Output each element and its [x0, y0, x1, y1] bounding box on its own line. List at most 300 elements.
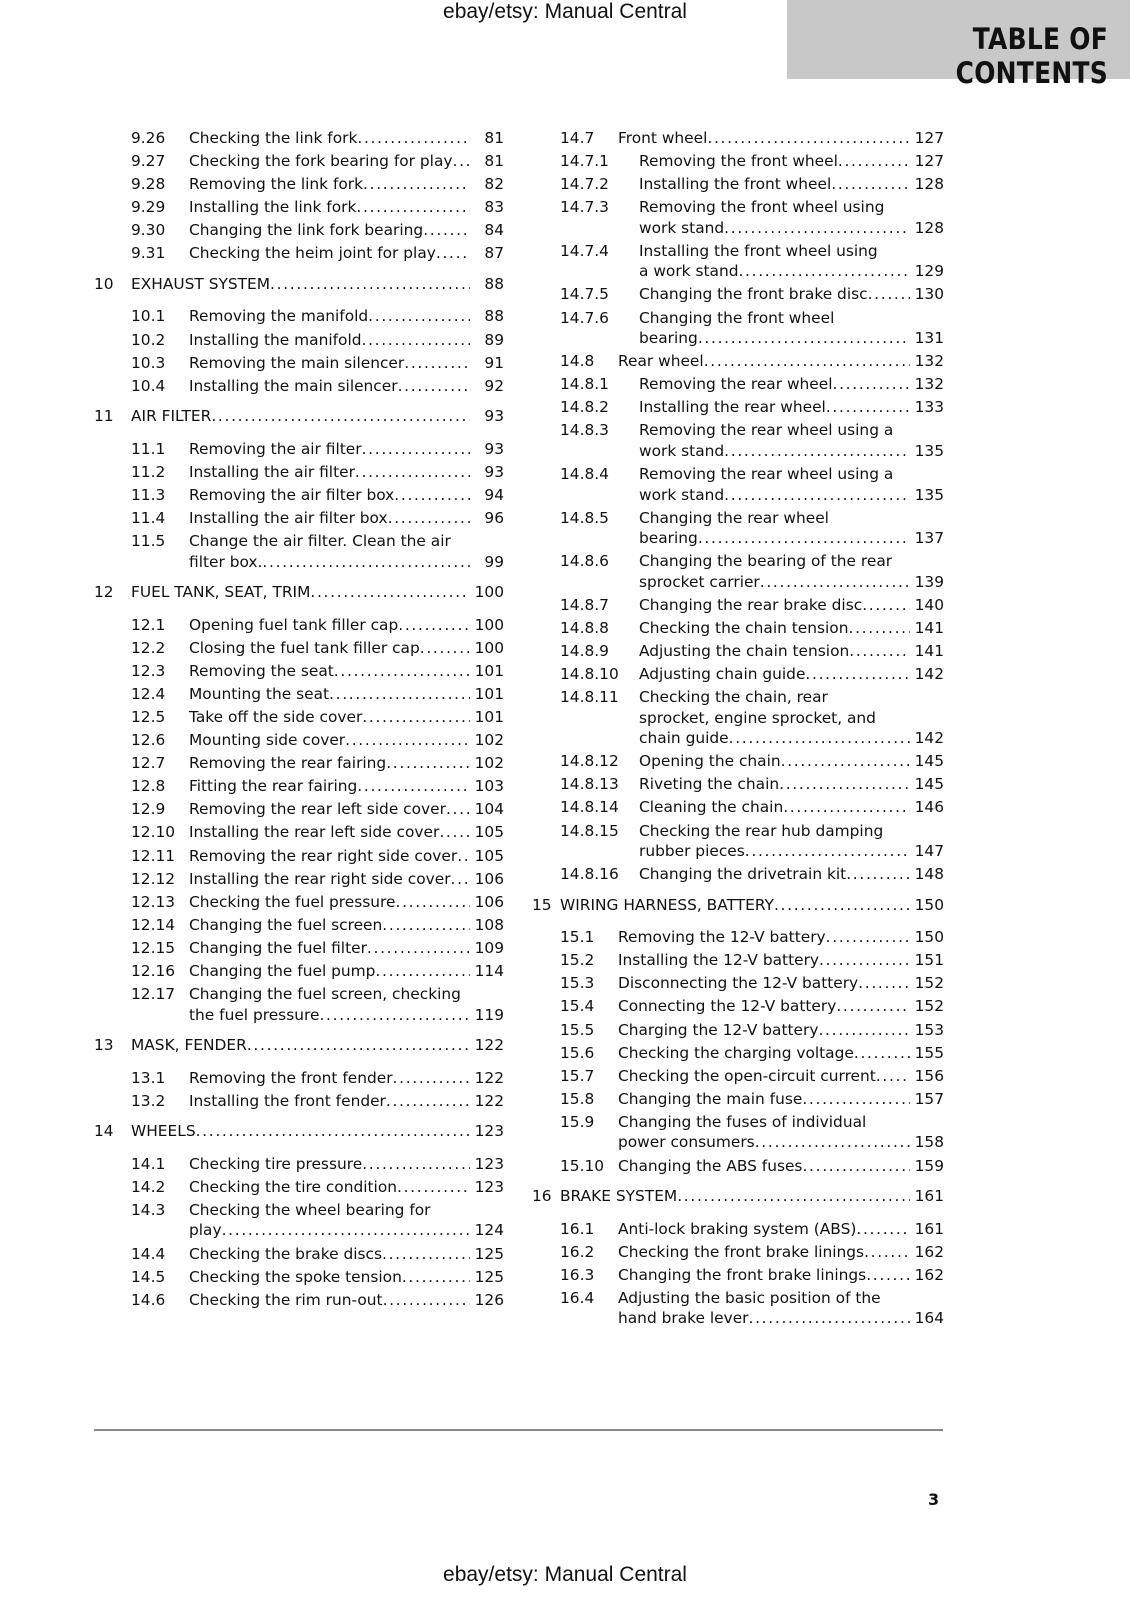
toc-entry-title: Changing the front wheel [639, 308, 835, 327]
toc-entry-page: 125 [474, 1267, 504, 1286]
toc-entry-page: 142 [914, 665, 944, 684]
dot-leader [826, 927, 910, 948]
toc-entry-page: 109 [474, 938, 504, 957]
toc-entry-title: WHEELS [131, 1122, 196, 1141]
toc-entry[interactable] [94, 174, 504, 195]
dot-leader [395, 892, 470, 913]
toc-entry[interactable] [532, 973, 944, 994]
toc-entry-page: 92 [484, 376, 504, 395]
toc-entry-title: Removing the manifold [189, 307, 369, 326]
toc-entry-number: 14.8.9 [560, 642, 609, 660]
toc-entry-page: 145 [914, 775, 944, 794]
toc-entry-title: Installing the air filter [189, 462, 355, 481]
toc-entry-number: 12.8 [131, 777, 166, 796]
toc-entry-title: Checking the rear hub damping [639, 821, 884, 840]
toc-entry[interactable] [532, 774, 944, 795]
toc-entry-title: Installing the link fork [189, 198, 357, 217]
toc-entry-page: 122 [474, 1036, 504, 1055]
toc-entry[interactable] [532, 464, 944, 505]
toc-entry-title: Removing the rear left side cover [189, 800, 446, 819]
dot-leader [836, 996, 910, 1017]
toc-entry[interactable] [94, 961, 504, 982]
toc-entry-title: a work stand [639, 262, 739, 281]
toc-entry-title: Checking the front brake linings [618, 1242, 865, 1261]
toc-entry-number: 12.2 [131, 638, 166, 657]
toc-entry-number: 15.6 [560, 1043, 595, 1062]
toc-entry-number: 12.3 [131, 661, 166, 680]
toc-entry-title: Opening fuel tank filler cap [189, 615, 399, 634]
toc-entry-title: Removing the 12-V battery [618, 928, 826, 947]
toc-entry-title: Rear wheel [618, 352, 704, 371]
toc-entry-page: 81 [484, 152, 504, 171]
dot-leader [439, 822, 470, 843]
dot-leader [848, 618, 910, 639]
toc-entry-page: 161 [914, 1187, 944, 1205]
toc-entry[interactable] [94, 376, 504, 397]
page-title: TABLE OF CONTENTS [955, 22, 1108, 90]
toc-entry[interactable] [94, 1154, 504, 1175]
toc-entry-page: 159 [914, 1156, 944, 1175]
toc-entry-number: 15.10 [560, 1156, 605, 1175]
dot-leader [262, 552, 470, 573]
toc-entry-title: Connecting the 12-V battery [618, 997, 837, 1016]
toc-entry[interactable] [94, 1200, 504, 1241]
toc-entry[interactable] [94, 353, 504, 374]
toc-entry-number: 14.8.15 [560, 821, 619, 840]
toc-entry-title: hand brake lever [618, 1309, 749, 1328]
toc-entry-number: 12.10 [131, 823, 176, 842]
toc-entry[interactable] [94, 485, 504, 506]
toc-entry-title: work stand [639, 441, 725, 460]
toc-entry[interactable] [532, 128, 944, 149]
toc-left-column [94, 128, 504, 1313]
toc-entry-title: Fitting the rear fairing [189, 777, 358, 796]
dot-leader [355, 462, 470, 483]
toc-entry[interactable] [94, 730, 504, 751]
dot-leader [357, 128, 470, 149]
toc-entry-title: Anti-lock braking system (ABS) [618, 1219, 857, 1238]
toc-entry-page: 164 [914, 1309, 944, 1328]
toc-entry[interactable] [94, 776, 504, 797]
toc-entry[interactable] [532, 595, 944, 616]
dot-leader [849, 641, 910, 662]
toc-entry-number: 14.8.12 [560, 752, 619, 771]
dot-leader [368, 306, 470, 327]
toc-entry[interactable] [94, 915, 504, 936]
toc-entry-title: Checking the rim run-out [189, 1290, 383, 1309]
toc-entry-title: Checking the chain tension [639, 618, 849, 637]
toc-entry[interactable] [532, 950, 944, 971]
toc-entry[interactable] [94, 243, 504, 264]
toc-entry-number: 14.8.8 [560, 618, 609, 637]
toc-entry[interactable] [94, 406, 504, 427]
toc-entry-number: 14.4 [131, 1244, 166, 1263]
toc-entry-number: 9.28 [131, 175, 166, 194]
toc-entry[interactable] [532, 996, 944, 1017]
dot-leader [386, 753, 470, 774]
toc-entry-title: chain guide [639, 729, 729, 748]
dot-leader [802, 1156, 910, 1177]
toc-entry[interactable] [532, 551, 944, 592]
dot-leader [704, 351, 910, 372]
toc-entry[interactable] [532, 1242, 944, 1263]
toc-entry-number: 14.8.3 [560, 421, 609, 440]
toc-entry-page: 119 [474, 1005, 504, 1024]
toc-entry[interactable] [94, 582, 504, 603]
toc-entry[interactable] [532, 1020, 944, 1041]
dot-leader [452, 151, 470, 172]
toc-entry-page: 102 [474, 731, 504, 750]
dot-leader [388, 508, 470, 529]
toc-entry-page: 84 [484, 221, 504, 240]
toc-entry-page: 87 [484, 244, 504, 263]
toc-entry-number: 12.1 [131, 615, 166, 634]
toc-entry[interactable] [532, 664, 944, 685]
toc-entry-number: 13 [94, 1036, 114, 1055]
dot-leader [866, 1265, 910, 1286]
toc-entry[interactable] [94, 1267, 504, 1288]
toc-entry[interactable] [532, 864, 944, 885]
toc-entry-title: work stand [639, 485, 725, 504]
toc-entry[interactable] [532, 1288, 944, 1329]
toc-entry-title: FUEL TANK, SEAT, TRIM [131, 583, 311, 602]
toc-entry-title: Installing the 12-V battery [618, 951, 820, 970]
toc-entry-title: Change the air filter. Clean the air [189, 532, 451, 551]
toc-entry-title: Checking the charging voltage [618, 1043, 854, 1062]
toc-entry-page: 100 [474, 638, 504, 657]
toc-entry-title: Checking the brake discs [189, 1244, 382, 1263]
toc-entry-title: Changing the bearing of the rear [639, 552, 893, 571]
toc-entry-title: Changing the fuel screen [189, 915, 383, 934]
dot-leader [698, 328, 910, 349]
toc-entry-title: work stand [639, 218, 725, 237]
toc-entry[interactable] [94, 1177, 504, 1198]
toc-entry[interactable] [94, 822, 504, 843]
toc-entry-page: 162 [914, 1265, 944, 1284]
toc-entry[interactable] [532, 1186, 944, 1207]
toc-entry-number: 11.3 [131, 485, 166, 504]
toc-entry-page: 114 [474, 962, 504, 981]
toc-entry[interactable] [94, 462, 504, 483]
dot-leader [334, 661, 470, 682]
dot-leader [783, 797, 910, 818]
footer-divider [94, 1429, 943, 1431]
toc-entry[interactable] [532, 308, 944, 349]
toc-entry[interactable] [94, 1244, 504, 1265]
toc-entry-number: 14.8.4 [560, 465, 609, 484]
toc-entry-number: 13.1 [131, 1068, 166, 1087]
toc-entry-title: Removing the air filter [189, 439, 362, 458]
toc-entry-title: Front wheel [618, 129, 708, 147]
toc-entry[interactable] [94, 531, 504, 572]
toc-entry[interactable] [532, 751, 944, 772]
toc-entry-page: 131 [914, 329, 944, 348]
dot-leader [319, 1005, 470, 1026]
toc-entry[interactable] [94, 615, 504, 636]
watermark-top: ebay/etsy: Manual Central [443, 0, 687, 23]
toc-entry-number: 12.4 [131, 684, 166, 703]
toc-right-column [532, 128, 944, 1331]
toc-entry-page: 100 [474, 583, 504, 602]
dot-leader [398, 615, 470, 636]
toc-entry-number: 9.30 [131, 221, 166, 240]
toc-entry[interactable] [94, 1035, 504, 1056]
toc-entry-page: 99 [484, 552, 504, 571]
toc-entry-number: 12.12 [131, 869, 176, 888]
toc-entry-title: AIR FILTER [131, 407, 212, 426]
toc-entry[interactable] [532, 1265, 944, 1286]
toc-entry[interactable] [94, 151, 504, 172]
toc-entry-page: 145 [914, 752, 944, 771]
dot-leader [363, 174, 470, 195]
toc-entry[interactable] [532, 197, 944, 238]
toc-entry[interactable] [532, 1112, 944, 1153]
toc-entry-title: WIRING HARNESS, BATTERY [560, 895, 774, 914]
dot-leader [196, 1121, 470, 1142]
toc-entry[interactable] [532, 797, 944, 818]
toc-entry-page: 135 [914, 485, 944, 504]
toc-entry-number: 14.8.1 [560, 375, 609, 394]
toc-entry-title: Changing the rear wheel [639, 508, 829, 527]
toc-entry-page: 123 [474, 1122, 504, 1141]
dot-leader [802, 1089, 910, 1110]
toc-entry-title: Installing the front wheel [639, 175, 832, 194]
dot-leader [357, 776, 470, 797]
toc-entry[interactable] [532, 374, 944, 395]
toc-entry-page: 137 [914, 529, 944, 548]
toc-entry-page: 88 [484, 307, 504, 326]
toc-entry-title: Cleaning the chain [639, 798, 784, 817]
toc-entry[interactable] [94, 1068, 504, 1089]
toc-entry-number: 15.7 [560, 1066, 595, 1085]
toc-entry-number: 10.4 [131, 376, 166, 395]
dot-leader [270, 274, 470, 295]
toc-entry-page: 81 [484, 129, 504, 147]
dot-leader [356, 197, 470, 218]
toc-entry[interactable] [94, 220, 504, 241]
toc-entry[interactable] [94, 938, 504, 959]
dot-leader [446, 799, 470, 820]
toc-entry[interactable] [532, 821, 944, 862]
toc-entry-number: 16 [532, 1187, 552, 1205]
toc-entry-title: Removing the front fender [189, 1068, 393, 1087]
dot-leader [724, 218, 910, 239]
toc-entry[interactable] [532, 284, 944, 305]
toc-entry-page: 94 [484, 485, 504, 504]
toc-entry[interactable] [532, 1066, 944, 1087]
toc-entry-title: Adjusting the basic position of the [618, 1288, 881, 1307]
toc-entry-number: 14.8.7 [560, 595, 609, 614]
toc-entry[interactable] [532, 1156, 944, 1177]
toc-entry-page: 141 [914, 642, 944, 660]
dot-leader [724, 441, 910, 462]
toc-entry-title: Changing the fuses of individual [618, 1112, 867, 1131]
toc-entry-title: Adjusting the chain tension [639, 642, 850, 660]
toc-entry-page: 162 [914, 1242, 944, 1261]
toc-entry[interactable] [94, 508, 504, 529]
toc-entry-title: filter box. [189, 552, 263, 571]
toc-entry-number: 12.5 [131, 708, 166, 726]
toc-entry[interactable] [532, 351, 944, 372]
toc-entry-title: Checking tire pressure [189, 1154, 363, 1173]
toc-entry[interactable] [94, 846, 504, 867]
toc-entry[interactable] [94, 1091, 504, 1112]
toc-entry[interactable] [532, 397, 944, 418]
dot-leader [779, 774, 910, 795]
toc-entry-page: 157 [914, 1089, 944, 1108]
toc-entry[interactable] [94, 128, 504, 149]
dot-leader [854, 1043, 910, 1064]
toc-entry[interactable] [532, 241, 944, 282]
toc-entry-page: 102 [474, 754, 504, 773]
toc-entry-page: 106 [474, 869, 504, 888]
toc-entry-title: Installing the main silencer [189, 376, 398, 395]
toc-entry-page: 130 [914, 285, 944, 304]
toc-entry-title: EXHAUST SYSTEM [131, 274, 271, 293]
dot-leader [707, 128, 910, 149]
toc-entry-page: 156 [914, 1066, 944, 1085]
toc-entry-number: 10.2 [131, 330, 166, 349]
toc-entry-page: 150 [914, 928, 944, 947]
toc-entry[interactable] [532, 1043, 944, 1064]
toc-entry-page: 82 [484, 175, 504, 194]
toc-entry[interactable] [94, 274, 504, 295]
toc-entry-number: 14.5 [131, 1267, 166, 1286]
toc-entry-number: 12.11 [131, 846, 176, 865]
toc-entry[interactable] [532, 1219, 944, 1240]
toc-entry-page: 105 [474, 823, 504, 842]
toc-entry[interactable] [532, 895, 944, 916]
toc-entry-page: 135 [914, 441, 944, 460]
toc-entry-page: 127 [914, 129, 944, 147]
toc-entry-number: 11.4 [131, 509, 166, 528]
toc-entry[interactable] [532, 618, 944, 639]
toc-entry-page: 101 [474, 708, 504, 726]
dot-leader [819, 950, 910, 971]
toc-entry-page: 122 [474, 1091, 504, 1110]
toc-entry-page: 108 [474, 915, 504, 934]
toc-entry-title: Checking the spoke tension [189, 1267, 402, 1286]
toc-entry[interactable] [532, 508, 944, 549]
dot-leader [868, 284, 910, 305]
dot-leader [781, 751, 910, 772]
toc-entry[interactable] [94, 869, 504, 890]
toc-entry-number: 12.16 [131, 962, 176, 981]
toc-entry-page: 106 [474, 892, 504, 911]
toc-entry-title: Changing the link fork bearing [189, 221, 424, 240]
toc-entry-number: 14.8.10 [560, 665, 619, 684]
toc-entry-number: 14.8.6 [560, 552, 609, 571]
toc-entry-page: 158 [914, 1133, 944, 1152]
toc-entry[interactable] [94, 984, 504, 1025]
toc-entry-page: 147 [914, 842, 944, 861]
toc-entry-number: 14.8.11 [560, 688, 619, 707]
toc-entry-page: 132 [914, 352, 944, 371]
watermark-bottom: ebay/etsy: Manual Central [443, 1563, 687, 1586]
toc-entry-page: 146 [914, 798, 944, 817]
toc-entry-page: 105 [474, 846, 504, 865]
toc-entry-number: 14.3 [131, 1200, 166, 1219]
toc-entry[interactable] [94, 753, 504, 774]
toc-entry-number: 14.8.5 [560, 508, 609, 527]
dot-leader [846, 864, 910, 885]
toc-entry-title: sprocket, engine sprocket, and [639, 708, 876, 727]
toc-entry-number: 9.31 [131, 244, 166, 263]
toc-entry[interactable] [94, 306, 504, 327]
toc-entry-page: 127 [914, 152, 944, 171]
toc-entry-page: 155 [914, 1043, 944, 1062]
dot-leader [362, 1154, 470, 1175]
toc-entry-number: 14.7.4 [560, 241, 609, 260]
toc-entry[interactable] [94, 638, 504, 659]
toc-entry[interactable] [94, 330, 504, 351]
dot-leader [382, 1244, 470, 1265]
toc-entry[interactable] [94, 1290, 504, 1311]
toc-entry[interactable] [532, 174, 944, 195]
dot-leader [375, 961, 470, 982]
dot-leader [367, 938, 470, 959]
dot-leader [745, 841, 910, 862]
toc-entry-number: 15.9 [560, 1112, 595, 1131]
dot-leader [760, 572, 910, 593]
toc-entry[interactable] [94, 707, 504, 728]
toc-entry[interactable] [532, 687, 944, 749]
dot-leader [420, 638, 470, 659]
dot-leader [724, 485, 910, 506]
toc-entry[interactable] [94, 892, 504, 913]
toc-entry-title: Changing the front brake disc [639, 285, 868, 304]
toc-entry-page: 124 [474, 1221, 504, 1240]
toc-entry-title: Removing the seat [189, 661, 334, 680]
toc-entry[interactable] [94, 684, 504, 705]
toc-entry-title: Removing the rear wheel using a [639, 465, 894, 484]
dot-leader [397, 1177, 470, 1198]
toc-entry-title: Changing the main fuse [618, 1089, 803, 1108]
toc-entry-title: Removing the rear fairing [189, 754, 387, 773]
toc-entry-number: 12.13 [131, 892, 176, 911]
toc-entry[interactable] [532, 151, 944, 172]
toc-entry[interactable] [94, 1121, 504, 1142]
toc-entry-page: 128 [914, 218, 944, 237]
toc-entry-title: bearing [639, 329, 698, 348]
toc-entry[interactable] [532, 1089, 944, 1110]
toc-entry-title: Changing the front brake linings [618, 1265, 867, 1284]
toc-entry-page: 93 [484, 462, 504, 481]
dot-leader [698, 528, 910, 549]
toc-entry-number: 16.1 [560, 1219, 595, 1238]
toc-entry-number: 12.7 [131, 754, 166, 773]
toc-entry[interactable] [94, 799, 504, 820]
toc-entry[interactable] [94, 661, 504, 682]
toc-entry-title: Disconnecting the 12-V battery [618, 974, 859, 993]
toc-entry[interactable] [94, 439, 504, 460]
page-number: 3 [928, 1490, 940, 1509]
toc-entry-title: Checking the heim joint for play [189, 244, 436, 263]
toc-entry-page: 122 [474, 1068, 504, 1087]
toc-entry-number: 14.7.6 [560, 308, 609, 327]
toc-entry-page: 125 [474, 1244, 504, 1263]
dot-leader [451, 869, 470, 890]
toc-entry[interactable] [94, 197, 504, 218]
dot-leader [345, 730, 470, 751]
toc-entry[interactable] [532, 641, 944, 662]
toc-entry-number: 14.7.2 [560, 175, 609, 194]
toc-entry-page: 152 [914, 997, 944, 1016]
toc-entry-page: 101 [474, 684, 504, 703]
toc-entry[interactable] [532, 420, 944, 461]
dot-leader [436, 243, 470, 264]
toc-entry[interactable] [532, 927, 944, 948]
